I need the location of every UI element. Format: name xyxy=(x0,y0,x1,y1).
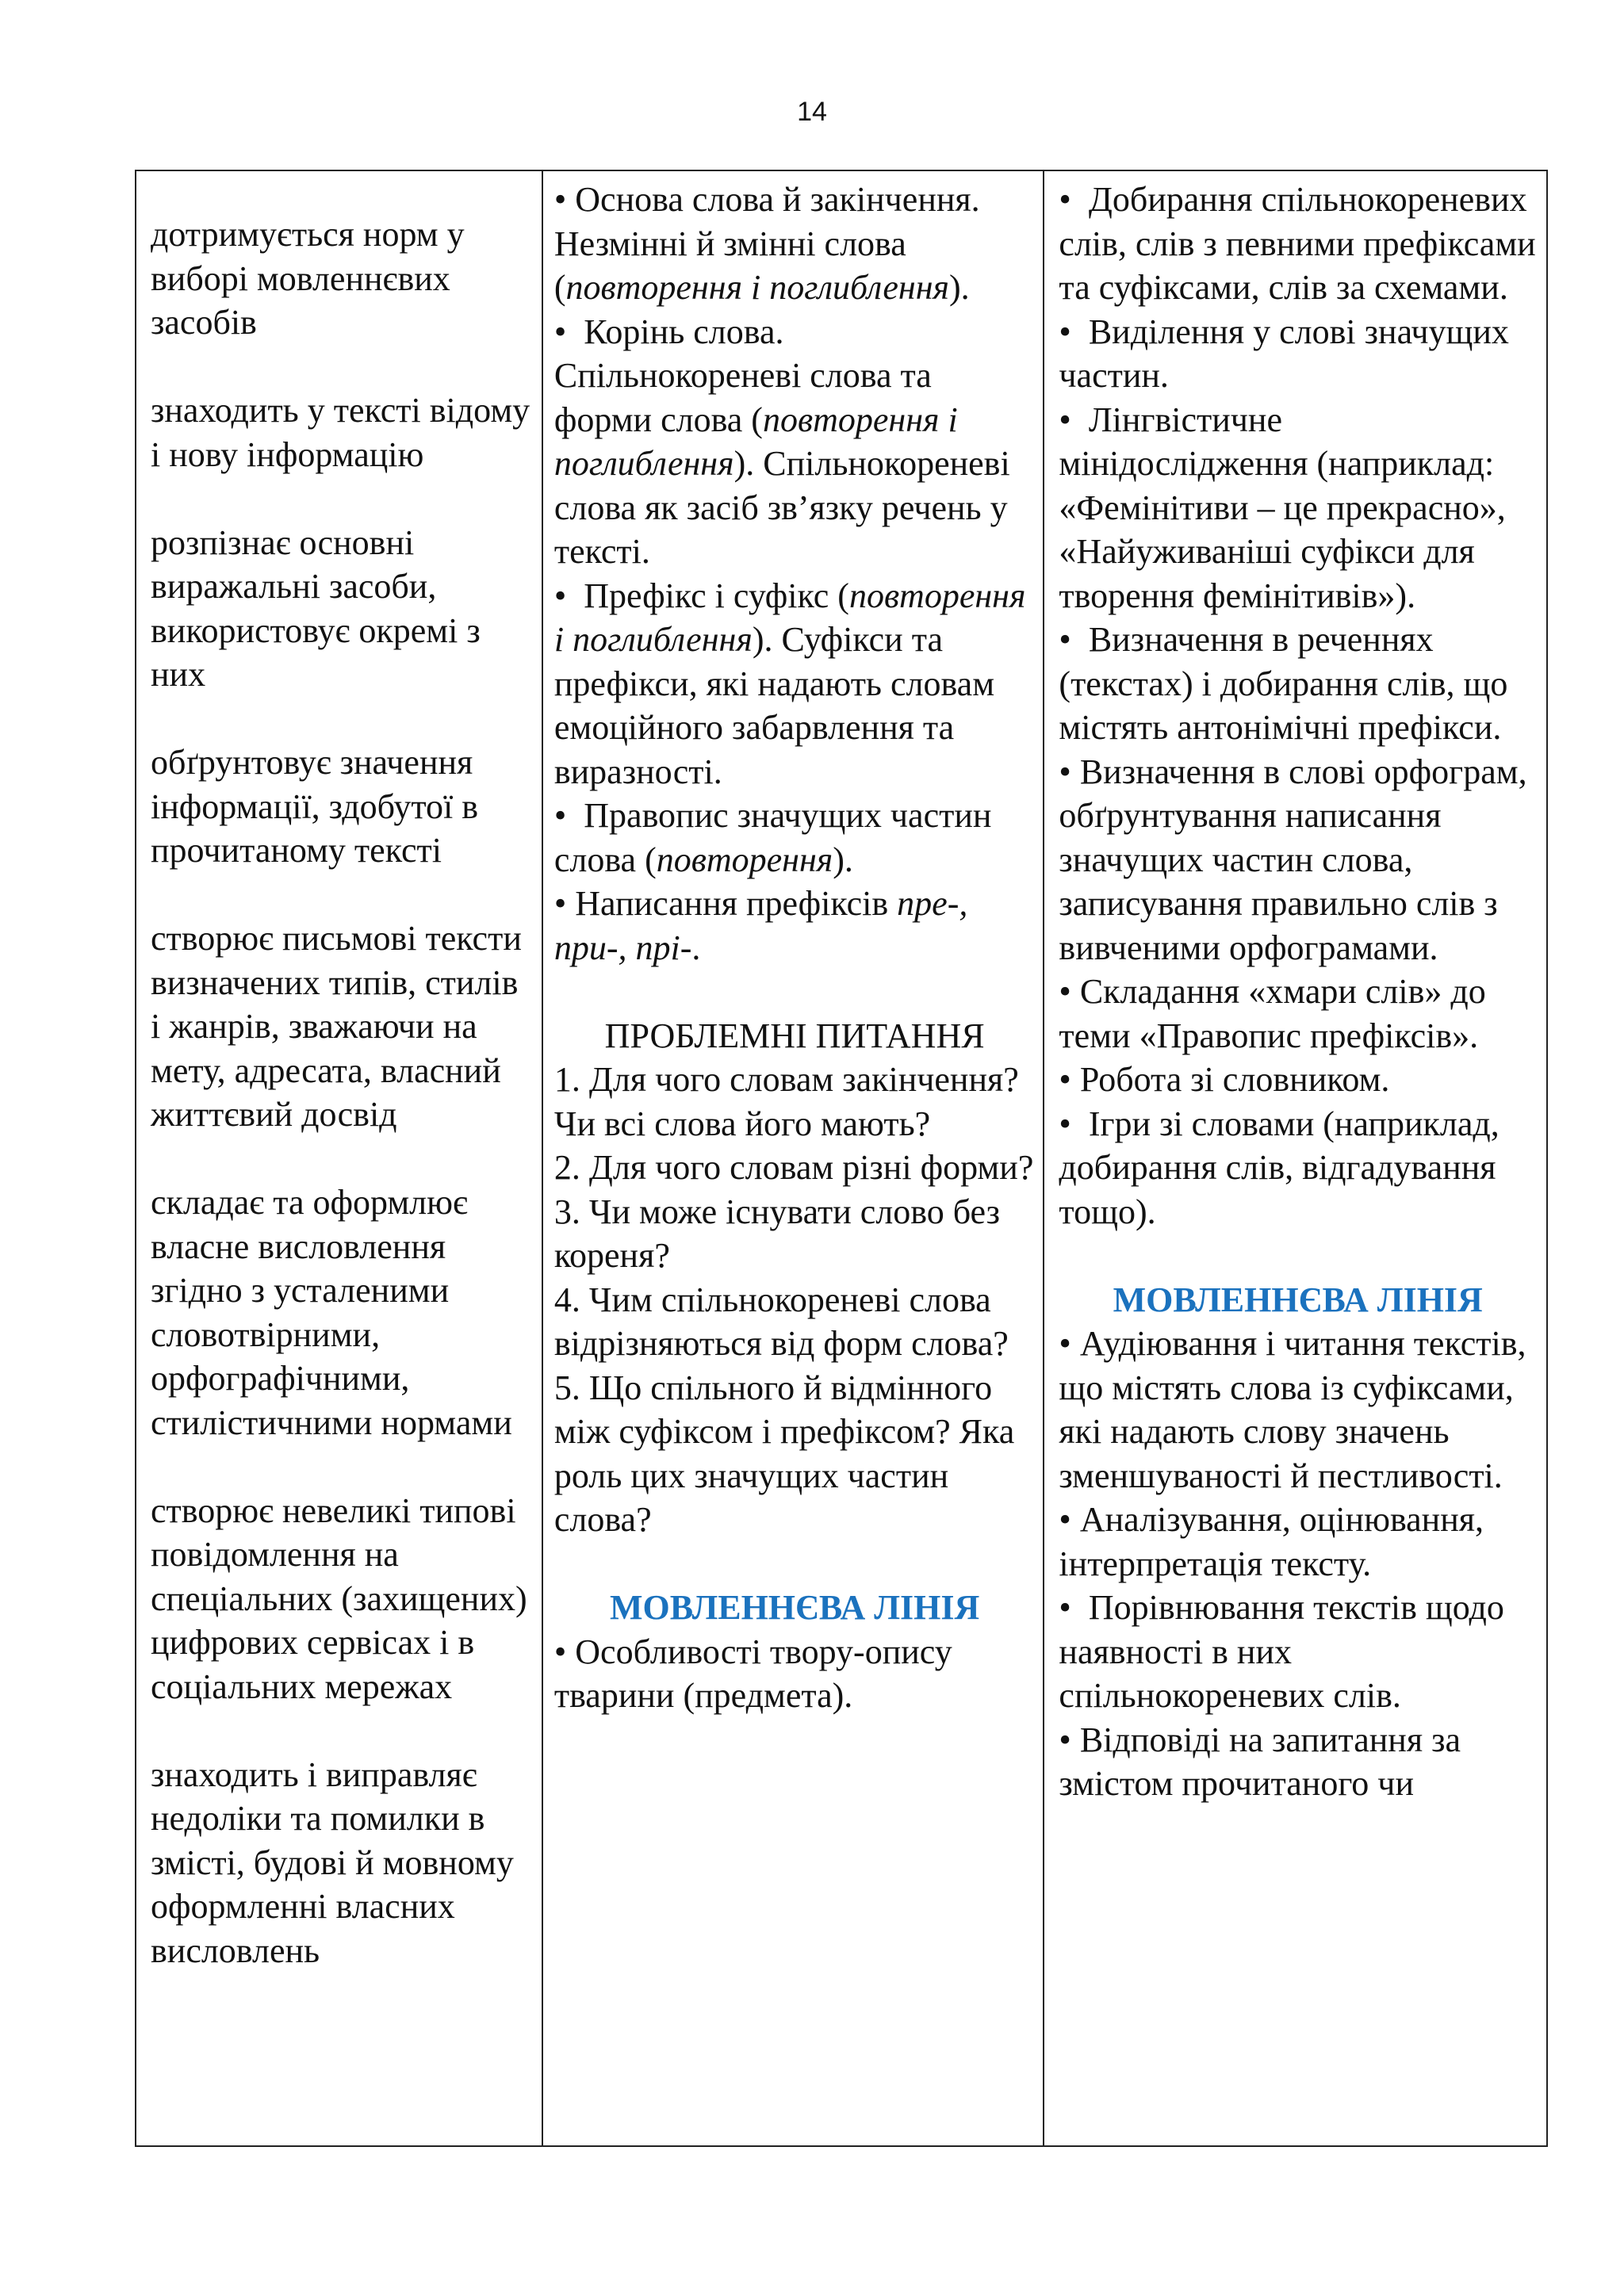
result-item: складає та оформлює власне висловлення згідно з усталеними словотвірними, орфографічними, стилістичними нормами xyxy=(151,1183,512,1442)
problem-question: 5. Що спільного й відмінного між суфіксом і префіксом? Яка роль цих значущих частин слова? xyxy=(553,1368,1015,1539)
content-item: • Корінь слова. Спільнокореневі слова та форми слова (повторення і поглиблення). Спільнокореневі слова як засіб зв’язку речень у тексті. xyxy=(554,310,1036,574)
activity-item: • Визначення в слові орфограм, обґрунтування написання значущих частин слова, записування правильно слів з вивченими орфограмами. xyxy=(1059,750,1537,970)
problem-question: 4. Чим спільнокореневі слова відрізняються від форм слова? xyxy=(553,1280,1009,1363)
activity-item: • Ігри зі словами (наприклад, добирання слів, відгадування тощо). xyxy=(1059,1102,1537,1234)
content-item: • Написання префіксів пре-, при-, прі-. xyxy=(554,882,1036,970)
problem-question: 3. Чи може існувати слово без кореня? xyxy=(553,1192,1000,1275)
content-column xyxy=(543,171,1045,2145)
problem-question: 1. Для чого словам закінчення? Чи всі слова його мають? xyxy=(553,1060,1019,1143)
activity-item: • Добирання спільнокореневих слів, слів з певними префіксами та суфіксами, слів за схемами. xyxy=(1059,178,1537,310)
result-item: дотримується норм у виборі мовленнєвих засобів xyxy=(151,215,465,342)
page-number: 14 xyxy=(797,97,827,127)
result-item: знаходить і виправляє недоліки та помилки в змісті, будові й мовному оформленні власних висловлень xyxy=(151,1755,514,1970)
content-item: • Правопис значущих частин слова (повторення). xyxy=(554,794,1036,882)
content-item: • Основа слова й закінчення. Незмінні й змінні слова (повторення і поглиблення). xyxy=(554,178,1036,310)
speech-line-heading: МОВЛЕННЄВА ЛІНІЯ xyxy=(610,1588,980,1627)
result-item: розпізнає основні виражальні засоби, використовує окремі з них xyxy=(151,522,481,694)
speech-line-heading: МОВЛЕННЄВА ЛІНІЯ xyxy=(1113,1280,1483,1319)
expected-results-column xyxy=(136,171,543,2145)
activity-item: • Виділення у слові значущих частин. xyxy=(1059,310,1537,398)
activity-item: • Лінгвістичне мінідослідження (наприклад: «Фемінітиви – це прекрасно», «Найуживаніші суфікси для творення фемінітивів»). xyxy=(1059,398,1537,618)
result-item: створює невеликі типові повідомлення на спеціальних (захищених) цифрових сервісах і в соціальних мережах xyxy=(151,1490,527,1706)
speech-item: • Аналізування, оцінювання, інтерпретація тексту. xyxy=(1059,1498,1537,1586)
activity-item: • Робота зі словником. xyxy=(1059,1058,1537,1102)
speech-item: • Особливості твору-опису тварини (предмета). xyxy=(554,1630,1036,1718)
speech-item: • Аудіювання і читання текстів, що містять слова із суфіксами, які надають слову значень зменшуваності й пестливості. xyxy=(1059,1322,1537,1498)
result-item: обґрунтовує значення інформації, здобутої в прочитаному тексті xyxy=(151,743,479,870)
result-item: створює письмові тексти визначених типів, стилів і жанрів, зважаючи на мету, адресата, власний життєвий досвід xyxy=(151,919,522,1134)
speech-item: • Відповіді на запитання за змістом прочитаного чи xyxy=(1059,1718,1537,1806)
problem-question: 2. Для чого словам різні форми? xyxy=(553,1148,1034,1187)
curriculum-table xyxy=(135,170,1548,2147)
activity-item: • Складання «хмари слів» до теми «Правопис префіксів». xyxy=(1059,970,1537,1058)
problem-questions-heading: ПРОБЛЕМНІ ПИТАННЯ xyxy=(604,1016,985,1055)
activity-item: • Визначення в реченнях (текстах) і добирання слів, що містять антонімічні префікси. xyxy=(1059,618,1537,750)
speech-item: • Порівнювання текстів щодо наявності в них спільнокореневих слів. xyxy=(1059,1586,1537,1718)
content-item: • Префікс і суфікс (повторення і поглиблення). Суфікси та префікси, які надають словам емоційного забарвлення та виразності. xyxy=(554,574,1036,794)
result-item: знаходить у тексті відому і нову інформацію xyxy=(151,391,530,474)
activities-column xyxy=(1044,171,1546,2145)
